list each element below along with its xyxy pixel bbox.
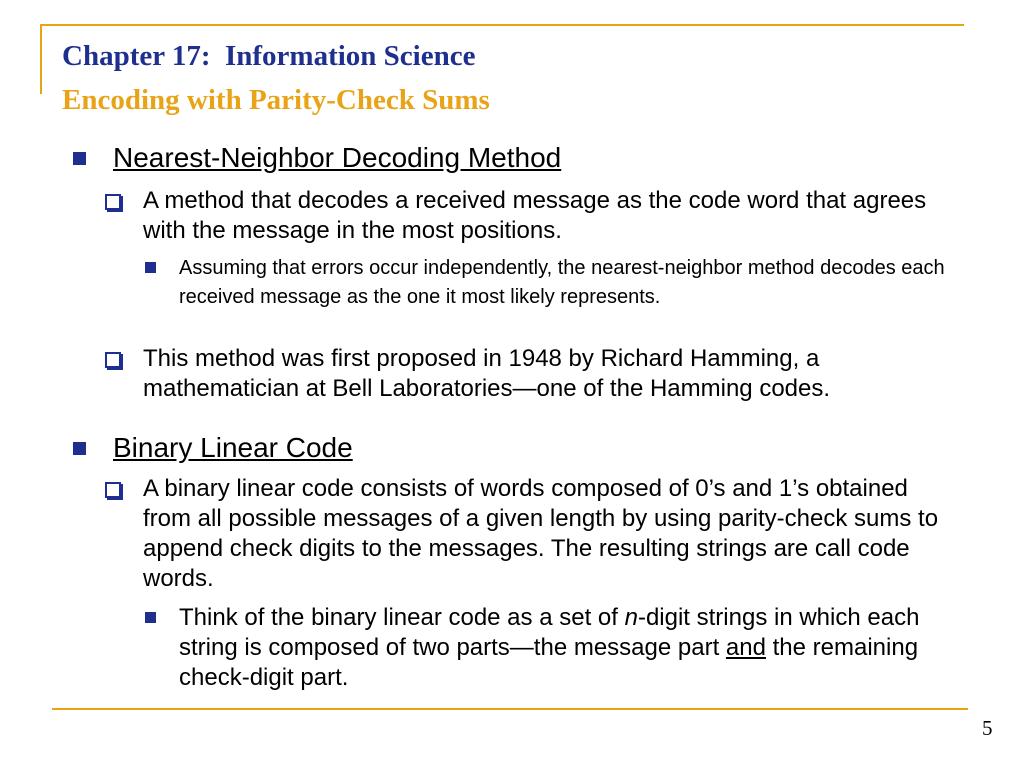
page-number: 5 xyxy=(982,716,993,740)
slide-title: Chapter 17: Information Science xyxy=(62,40,476,72)
checkbox-bullet-icon xyxy=(105,352,121,368)
point-text: This method was first proposed in 1948 by Richard Hamming, a mathematician at Bell Laboratories—one of the Hamming codes. xyxy=(143,345,831,402)
underlined-and: and xyxy=(725,634,766,661)
subpoint-independent-errors xyxy=(179,254,959,312)
point-hamming-history xyxy=(143,344,973,404)
square-bullet-icon xyxy=(145,262,156,273)
checkbox-bullet-icon xyxy=(105,194,121,210)
point-text: A binary linear code consists of words composed of 0’s and 1’s obtained from all possible messages of a given length by using parity-check sums to append check digits to the messages. The resulting strings are call code words. xyxy=(143,475,939,592)
square-bullet-icon xyxy=(73,152,86,165)
top-rule xyxy=(40,24,964,26)
square-bullet-icon xyxy=(145,612,156,623)
section-heading-text: Binary Linear Code xyxy=(113,432,353,463)
section-heading-text: Nearest-Neighbor Decoding Method xyxy=(113,142,562,173)
subpoint-text: Assuming that errors occur independently, the nearest-neighbor method decodes each received message as the one it most likely represents. xyxy=(179,257,945,308)
italic-n: n xyxy=(624,604,638,631)
point-method-definition xyxy=(143,186,953,246)
square-bullet-icon xyxy=(73,442,86,455)
point-text: A method that decodes a received message as the code word that agrees with the message in the most positions. xyxy=(143,187,927,244)
slide-subtitle: Encoding with Parity-Check Sums xyxy=(62,84,490,116)
bottom-rule xyxy=(52,708,968,710)
left-rule xyxy=(40,24,42,94)
subpoint-n-digit-strings xyxy=(179,603,939,693)
subpoint-text-middle: -digit strings in which each string is composed of two parts—the message part xyxy=(179,604,920,661)
section-heading-binary-linear-code xyxy=(113,432,993,464)
point-binary-linear-definition xyxy=(143,474,958,594)
section-heading-nearest-neighbor xyxy=(113,142,993,174)
checkbox-bullet-icon xyxy=(105,482,121,498)
subpoint-text-end: the remaining check-digit part. xyxy=(179,634,919,691)
subpoint-text-start: Think of the binary linear code as a set of xyxy=(179,604,625,631)
